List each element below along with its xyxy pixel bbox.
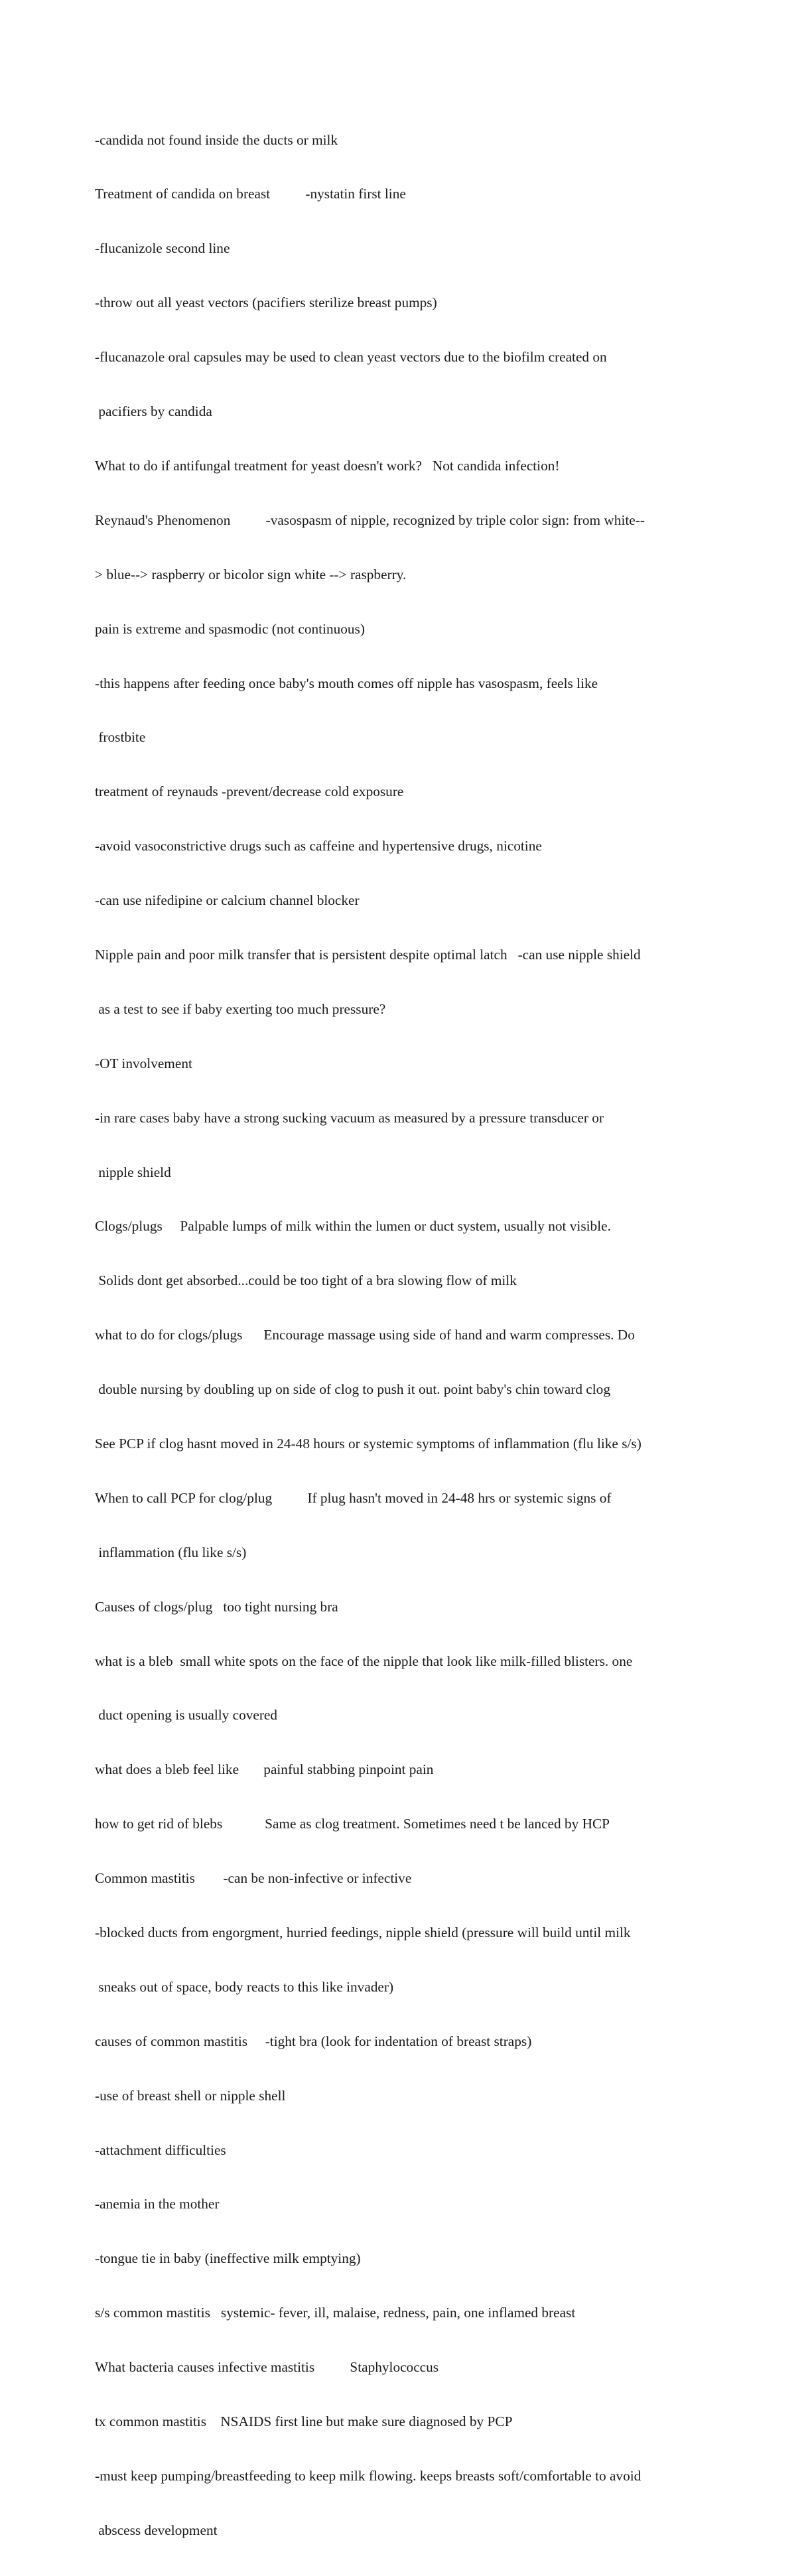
text-line: abscess development: [95, 2522, 218, 2538]
text-line: inflammation (flu like s/s): [95, 1544, 247, 1560]
text-line: what does a bleb feel like painful stabbing pinpoint pain: [95, 1761, 434, 1778]
text-line: -OT involvement: [95, 1055, 192, 1071]
text-line: what is a bleb small white spots on the face of the nipple that look like milk-filled blisters. one: [95, 1653, 633, 1669]
text-line: What bacteria causes infective mastitis Staphylococcus: [95, 2359, 439, 2376]
text-line: -tongue tie in baby (ineffective milk emptying): [95, 2250, 361, 2267]
text-line: -in rare cases baby have a strong sucking vacuum as measured by a pressure transducer or: [95, 1109, 604, 1126]
text-line: sneaks out of space, body reacts to this like invader): [95, 1978, 394, 1995]
text-line: as a test to see if baby exerting too much pressure?: [95, 1000, 386, 1017]
text-line: Causes of clogs/plug too tight nursing bra: [95, 1598, 338, 1615]
text-line: causes of common mastitis -tight bra (look for indentation of breast straps): [95, 2033, 532, 2049]
text-line: Solids dont get absorbed...could be too tight of a bra slowing flow of milk: [95, 1272, 517, 1289]
text-line: Common mastitis -can be non-infective or infective: [95, 1870, 412, 1887]
text-line: -candida not found inside the ducts or milk: [95, 131, 338, 148]
text-line: how to get rid of blebs Same as clog treatment. Sometimes need t be lanced by HCP: [95, 1816, 610, 1832]
text-line: Nipple pain and poor milk transfer that is persistent despite optimal latch -can use nipple shield: [95, 946, 641, 963]
text-line: -must keep pumping/breastfeeding to keep milk flowing. keeps breasts soft/comfortable to avoid: [95, 2467, 642, 2484]
text-line: -flucanizole second line: [95, 240, 230, 257]
text-line: -can use nifedipine or calcium channel blocker: [95, 892, 360, 909]
text-line: What to do if antifungal treatment for yeast doesn't work? Not candida infection!: [95, 457, 560, 474]
text-line: Reynaud's Phenomenon -vasospasm of nipple, recognized by triple color sign: from white--: [95, 511, 645, 528]
text-line: tx common mastitis NSAIDS first line but make sure diagnosed by PCP: [95, 2413, 513, 2429]
text-line: what to do for clogs/plugs Encourage massage using side of hand and warm compresses. Do: [95, 1327, 635, 1343]
text-line: -blocked ducts from engorgment, hurried feedings, nipple shield (pressure will build until milk: [95, 1924, 631, 1940]
text-line: duct opening is usually covered: [95, 1707, 278, 1724]
text-line: -attachment difficulties: [95, 2141, 226, 2158]
text-line: > blue--> raspberry or bicolor sign white --> raspberry.: [95, 566, 407, 582]
text-line: pain is extreme and spasmodic (not continuous): [95, 620, 365, 637]
text-line: Treatment of candida on breast -nystatin first line: [95, 186, 406, 202]
text-line: -use of breast shell or nipple shell: [95, 2087, 286, 2104]
text-line: -flucanazole oral capsules may be used to clean yeast vectors due to the biofilm created on: [95, 349, 607, 366]
text-line: -anemia in the mother: [95, 2196, 220, 2212]
text-line: frostbite: [95, 729, 146, 746]
text-line: treatment of reynauds -prevent/decrease cold exposure: [95, 783, 404, 800]
text-line: s/s common mastitis systemic- fever, ill, malaise, redness, pain, one inflamed breast: [95, 2305, 576, 2321]
text-line: When to call PCP for clog/plug If plug hasn't moved in 24-48 hrs or systemic signs of: [95, 1489, 612, 1506]
text-line: double nursing by doubling up on side of clog to push it out. point baby's chin toward clog: [95, 1381, 610, 1398]
text-line: nipple shield: [95, 1164, 171, 1180]
text-line: -this happens after feeding once baby's mouth comes off nipple has vasospasm, feels like: [95, 675, 598, 691]
notes-text-block: [95, 95, 718, 2576]
text-line: pacifiers by candida: [95, 403, 212, 420]
text-line: -avoid vasoconstrictive drugs such as caffeine and hypertensive drugs, nicotine: [95, 838, 542, 854]
text-line: Clogs/plugs Palpable lumps of milk within the lumen or duct system, usually not visible.: [95, 1218, 611, 1235]
text-line: See PCP if clog hasnt moved in 24-48 hours or systemic symptoms of inflammation (flu like s/s): [95, 1435, 642, 1452]
text-line: -throw out all yeast vectors (pacifiers sterilize breast pumps): [95, 295, 437, 311]
